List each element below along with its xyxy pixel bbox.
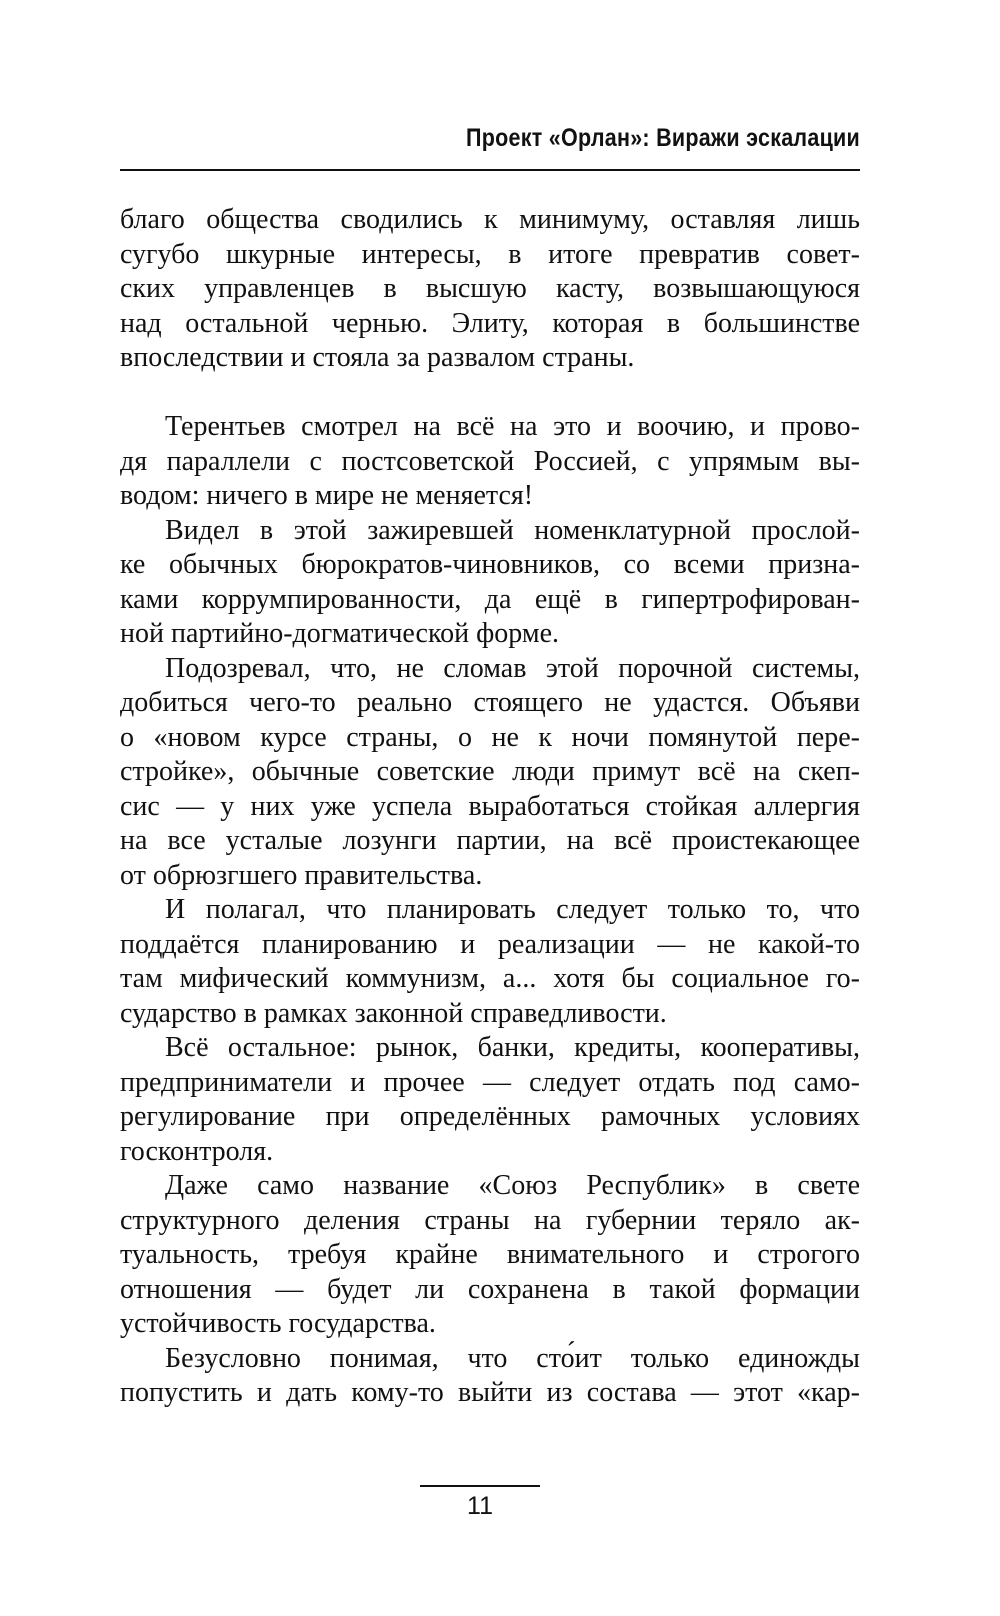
text-line: сударство в рамках законной справедливости. (120, 997, 667, 1029)
text-line: ских управленцев в высшую касту, возвышающуюся (120, 273, 860, 304)
text-line: регулирование при определённых рамочных условиях (120, 1101, 860, 1132)
text-line: добиться чего-то реально стоящего не удастся. Объяви (120, 687, 860, 718)
text-line: от обрюзгшего правительства. (120, 859, 483, 891)
text-line: устойчивость государства. (120, 1308, 436, 1339)
text-line: стройке», обычные советские люди примут всё на скеп- (120, 756, 860, 787)
text-line: Терентьев смотрел на всё на это и воочию, и прово- (165, 411, 860, 442)
text-line: госконтроля. (120, 1135, 274, 1167)
text-line: Безусловно понимая, что сто́ит только единожды (165, 1342, 860, 1374)
header-divider (120, 169, 860, 171)
text-line: И полагал, что планировать следует только то, что (165, 894, 860, 925)
text-line: благо общества сводились к минимуму, оставляя лишь (120, 204, 860, 235)
footer-divider (420, 1485, 540, 1487)
text-line: Видел в этой зажиревшей номенклатурной прослой- (165, 514, 860, 546)
text-line: Всё остальное: рынок, банки, кредиты, кооперативы, (165, 1032, 860, 1063)
text-line: ками коррумпированности, да ещё в гипертрофирован- (120, 583, 860, 615)
text-line: сис — у них уже успела выработаться стойкая аллергия (120, 790, 860, 822)
page-number: 11 (467, 1492, 493, 1520)
text-line: дя параллели с постсоветской Россией, с упрямым вы- (120, 445, 860, 477)
text-line: о «новом курсе страны, о не к ночи помянутой пере- (120, 721, 860, 753)
text-line: Подозревал, что, не сломав этой порочной системы, (165, 652, 860, 684)
text-line: на все усталые лозунги партии, на всё проистекающее (120, 825, 860, 856)
text-line: поддаётся планированию и реализации — не какой-то (120, 928, 860, 960)
page-body (120, 203, 860, 1411)
text-line: отношения — будет ли сохранена в такой формации (120, 1273, 860, 1305)
running-title: Проект «Орлан»: Виражи эскалации (466, 124, 860, 152)
text-line: сугубо шкурные интересы, в итоге превратив совет- (120, 238, 860, 270)
text-line: предприниматели и прочее — следует отдать под само- (120, 1066, 860, 1098)
text-line: водом: ничего в мире не меняется! (120, 480, 534, 511)
text-line: попустить и дать кому-то выйти из состава — этот «кар- (120, 1377, 860, 1408)
text-line: структурного деления страны на губернии теряло ак- (120, 1204, 860, 1236)
text-line: впоследствии и стояла за развалом страны. (120, 342, 635, 373)
paragraph-gap (120, 376, 860, 411)
text-line: Даже само название «Союз Республик» в свете (165, 1170, 860, 1201)
text-line: там мифический коммунизм, а... хотя бы социальное го- (120, 963, 860, 994)
text-line: ной партийно-догматической форме. (120, 618, 560, 649)
text-line: ке обычных бюрократов-чиновников, со всеми призна- (120, 549, 860, 580)
text-line: над остальной чернью. Элиту, которая в большинстве (120, 307, 860, 339)
text-line: туальность, требуя крайне внимательного и строгого (120, 1239, 860, 1270)
